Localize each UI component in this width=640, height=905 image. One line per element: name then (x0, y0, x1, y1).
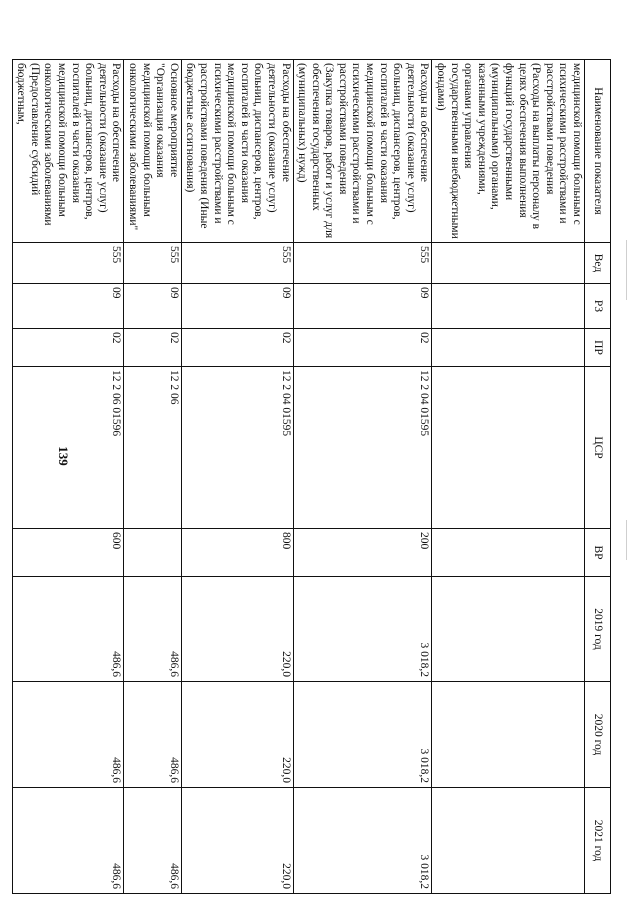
row-name: медицинской помощи больным с психическими расстройствами и расстройствами поведения (Расходы на выплаты персоналу в целях обеспечения выполнения функций государственными (муниципальными) органами, казенными учреждениями, органами управления государственными внебюджетными фондами) (432, 60, 585, 243)
row-ved: 555 (293, 243, 432, 284)
row-csr: 12 2 06 01596 (12, 367, 124, 529)
row-rz: 09 (293, 284, 432, 329)
header-rz: РЗ (585, 284, 611, 329)
header-ved: Вед (585, 243, 611, 284)
table-row (432, 60, 585, 894)
row-csr: 12 2 06 (124, 367, 181, 529)
header-vr: ВР (585, 529, 611, 577)
row-csr: 12 2 04 01595 (181, 367, 293, 529)
table-row (124, 60, 181, 894)
header-2020: 2020 год (585, 682, 611, 788)
budget-table (12, 59, 611, 894)
row-2020: 220,0 (181, 682, 293, 788)
row-2020: 486,6 (12, 682, 124, 788)
row-vr: 800 (181, 529, 293, 577)
header-csr: ЦСР (585, 367, 611, 529)
table-row (12, 60, 124, 894)
table-row (181, 60, 293, 894)
row-csr (432, 367, 585, 529)
row-rz (432, 284, 585, 329)
row-vr (432, 529, 585, 577)
page-number: 139 (56, 446, 71, 466)
row-csr: 12 2 04 01595 (293, 367, 432, 529)
row-pr: 02 (181, 329, 293, 367)
header-2021: 2021 год (585, 788, 611, 894)
row-rz: 09 (12, 284, 124, 329)
row-rz: 09 (124, 284, 181, 329)
row-pr (432, 329, 585, 367)
scan-mark (626, 240, 627, 300)
row-2019: 486,6 (12, 577, 124, 682)
row-2020: 486,6 (124, 682, 181, 788)
row-ved (432, 243, 585, 284)
table-row (293, 60, 432, 894)
row-vr: 600 (12, 529, 124, 577)
header-name: Наименование показателя (585, 60, 611, 243)
row-vr: 200 (293, 529, 432, 577)
header-pr: ПР (585, 329, 611, 367)
row-2020 (432, 682, 585, 788)
row-2021: 486,6 (12, 788, 124, 894)
row-2021: 486,6 (124, 788, 181, 894)
row-2019: 3 018,2 (293, 577, 432, 682)
row-pr: 02 (293, 329, 432, 367)
row-name: Расходы на обеспечение деятельности (оказание услуг) больниц, диспансеров, центров, госпиталей в части оказания медицинской помощи больным с психическими расстройствами и расстройствами поведения (Иные бюджетные ассигнования) (181, 60, 293, 243)
row-name: Основное мероприятие "Организация оказания медицинской помощи больным онкологическими заболеваниями" (124, 60, 181, 243)
row-2021: 3 018,2 (293, 788, 432, 894)
row-2019 (432, 577, 585, 682)
row-2019: 486,6 (124, 577, 181, 682)
row-2020: 3 018,2 (293, 682, 432, 788)
header-row (585, 60, 611, 894)
row-2021: 220,0 (181, 788, 293, 894)
row-2019: 220,0 (181, 577, 293, 682)
row-ved: 555 (124, 243, 181, 284)
row-ved: 555 (12, 243, 124, 284)
row-name: Расходы на обеспечение деятельности (оказание услуг) больниц, диспансеров, центров, госпиталей в части оказания медицинской помощи больным онкологическими заболеваниями (Предоставление субсидий бюджетным, (12, 60, 124, 243)
row-2021 (432, 788, 585, 894)
row-pr: 02 (12, 329, 124, 367)
row-pr: 02 (124, 329, 181, 367)
header-2019: 2019 год (585, 577, 611, 682)
row-rz: 09 (181, 284, 293, 329)
row-ved: 555 (181, 243, 293, 284)
row-vr (124, 529, 181, 577)
scan-mark (626, 520, 627, 560)
row-name: Расходы на обеспечение деятельности (оказание услуг) больниц, диспансеров, центров, госпиталей в части оказания медицинской помощи больным с психическими расстройствами и расстройствами поведения (Закупка товаров, работ и услуг для обеспечения государственных (муниципальных) нужд) (293, 60, 432, 243)
